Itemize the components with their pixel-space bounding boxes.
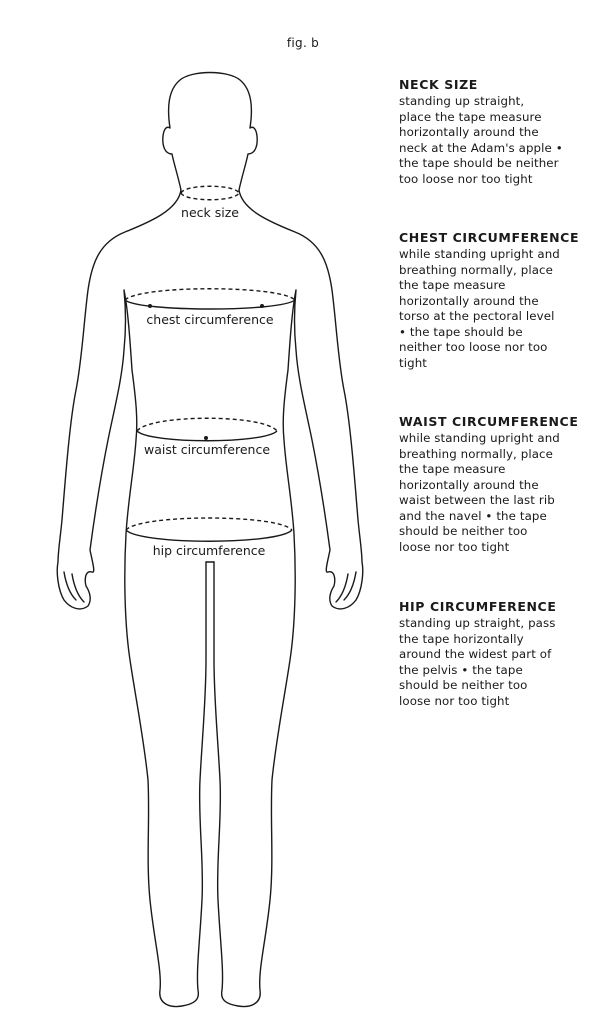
- legend-neck-line: standing up straight,: [399, 94, 525, 108]
- legend-waist-line: horizontally around the: [399, 477, 539, 492]
- legend-chest-description: [399, 247, 599, 371]
- legend-hip-line: should be neither too: [399, 678, 528, 692]
- legend-chest-line: while standing upright and: [399, 247, 560, 261]
- legend-neck-line: horizontally around the: [399, 125, 539, 139]
- legend-chest-circumference: [399, 230, 599, 371]
- legend-hip-line: the pelvis • the tape: [399, 662, 523, 677]
- legend-hip-description: [399, 616, 599, 709]
- chest-point-right: [260, 304, 264, 308]
- hip-tape-front: [126, 530, 292, 541]
- legend-waist-line: the tape measure: [399, 462, 506, 476]
- waist-point: [204, 436, 208, 440]
- waist-circumference-label: waist circumference: [143, 442, 271, 457]
- waist-tape-back: [137, 418, 277, 431]
- legend-neck-line: neck at the Adam's apple •: [399, 140, 563, 155]
- legend-neck-line: place the tape measure: [399, 109, 542, 124]
- left-hand-fingers: [64, 572, 84, 602]
- legend-neck-size: [399, 77, 599, 187]
- legend-chest-title: CHEST CIRCUMFERENCE: [399, 230, 580, 245]
- legend-hip-line: loose nor too tight: [399, 693, 510, 708]
- hip-tape-back: [126, 518, 292, 530]
- legend-waist-line: loose nor too tight: [399, 539, 510, 554]
- figure-label: fig. b: [286, 36, 320, 50]
- legend-hip-line: around the widest part of: [399, 647, 552, 661]
- legend-hip-line: the tape horizontally: [399, 631, 524, 646]
- legend-chest-line: breathing normally, place: [399, 262, 553, 277]
- legend-chest-line: neither too loose nor too: [399, 340, 548, 354]
- legend-waist-line: while standing upright and: [399, 431, 560, 445]
- legend-waist-line: and the navel • the tape: [399, 508, 547, 523]
- legend-waist-description: [399, 431, 599, 555]
- neck-size-label: neck size: [181, 205, 239, 220]
- legend-hip-title: HIP CIRCUMFERENCE: [399, 599, 557, 614]
- legend-chest-line: tight: [399, 355, 427, 370]
- neck-tape-back: [181, 186, 239, 193]
- legend-neck-line: the tape should be neither: [399, 156, 559, 170]
- legend-waist-circumference: [399, 414, 599, 555]
- legend-waist-line: waist between the last rib: [399, 493, 555, 507]
- legend-chest-line: horizontally around the: [399, 293, 539, 308]
- legend-chest-line: the tape measure: [399, 278, 506, 292]
- legend-hip-line: standing up straight, pass: [399, 616, 556, 630]
- legend-neck-title: NECK SIZE: [399, 77, 478, 92]
- legend-neck-description: [399, 94, 599, 187]
- chest-tape-back: [125, 289, 295, 300]
- legend-waist-line: should be neither too: [399, 524, 528, 538]
- head-outline: [163, 73, 257, 191]
- chest-circumference-label: chest circumference: [146, 312, 274, 327]
- legend-chest-line: torso at the pectoral level: [399, 309, 555, 323]
- legend-chest-line: • the tape should be: [399, 324, 523, 339]
- legend-neck-line: too loose nor too tight: [399, 171, 533, 186]
- right-hand-fingers: [336, 572, 356, 602]
- legend-waist-title: WAIST CIRCUMFERENCE: [399, 414, 579, 429]
- legend-hip-circumference: [399, 599, 599, 709]
- chest-point-left: [148, 304, 152, 308]
- legend-waist-line: breathing normally, place: [399, 446, 553, 461]
- hip-circumference-label: hip circumference: [152, 543, 266, 558]
- neck-tape-front: [181, 193, 239, 200]
